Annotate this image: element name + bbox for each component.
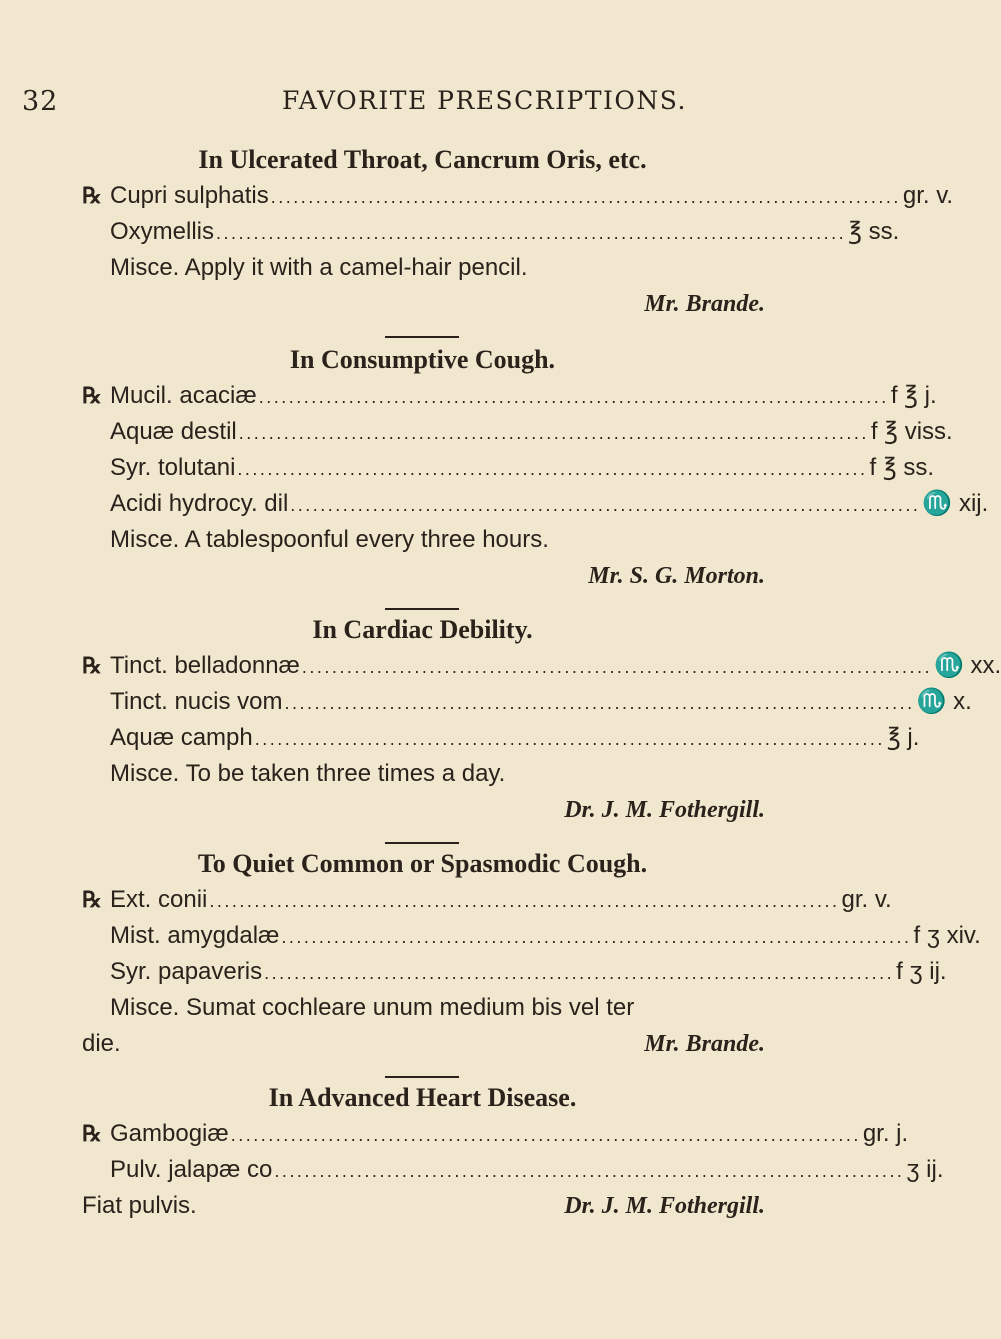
leader-dots: .................................................................................... xyxy=(254,729,885,749)
ingredient-line xyxy=(110,450,935,486)
ingredient-dose: ♏ x. xyxy=(916,688,972,715)
ingredient-dose: f ℥ j. xyxy=(890,382,937,409)
ingredient-name: Mist. amygdalæ xyxy=(110,922,280,949)
ingredient-line xyxy=(82,178,954,214)
ingredient-dose: gr. v. xyxy=(841,886,892,913)
ingredient-line xyxy=(110,954,947,990)
prescription-spasmodic-cough xyxy=(82,846,981,1090)
leader-dots: .................................................................................... xyxy=(258,387,889,407)
leader-dots: .................................................................................... xyxy=(264,963,895,983)
ingredient-name: Syr. papaveris xyxy=(110,958,263,985)
direction-text: Fiat pulvis. xyxy=(82,1192,197,1219)
recipe-symbol: ℞ xyxy=(82,183,102,209)
ingredient-dose: ♏ xij. xyxy=(922,490,989,517)
ingredient-dose: f ʒ xiv. xyxy=(913,922,981,949)
section-divider xyxy=(385,842,459,844)
section-divider xyxy=(385,336,459,338)
author-attribution: Mr. S. G. Morton. xyxy=(588,563,765,589)
recipe-symbol: ℞ xyxy=(82,887,102,913)
ingredient-dose: ℥ ss. xyxy=(848,218,900,245)
section-divider xyxy=(385,608,459,610)
ingredient-name: Ext. conii xyxy=(110,886,208,913)
ingredient-dose: f ʒ ij. xyxy=(896,958,947,985)
ingredient-line xyxy=(82,378,937,414)
ingredient-dose: gr. v. xyxy=(902,182,954,209)
ingredient-line xyxy=(110,486,989,522)
author-attribution: Dr. J. M. Fothergill. xyxy=(564,1193,765,1219)
ingredient-name: Gambogiæ xyxy=(110,1120,229,1147)
ingredient-dose: ♏ xx. xyxy=(933,652,1001,679)
ingredient-line xyxy=(82,1116,909,1152)
prescription-consumptive-cough xyxy=(82,342,989,622)
section-title: To Quiet Common or Spasmodic Cough. xyxy=(197,849,648,878)
leader-dots: .................................................................................... xyxy=(284,693,915,713)
ingredient-name: Tinct. belladonnæ xyxy=(110,652,300,679)
recipe-symbol: ℞ xyxy=(82,383,102,409)
ingredient-name: Aquæ camph xyxy=(110,724,253,751)
leader-dots: .................................................................................... xyxy=(281,927,912,947)
leader-dots: .................................................................................... xyxy=(290,495,921,515)
ingredient-name: Pulv. jalapæ co xyxy=(110,1156,273,1183)
section-title: In Advanced Heart Disease. xyxy=(268,1083,577,1112)
page-number: 32 xyxy=(22,86,59,117)
prescription-ulcerated-throat xyxy=(82,142,954,350)
ingredient-line xyxy=(110,414,953,450)
direction-text: Misce. A tablespoonful every three hours. xyxy=(110,526,549,553)
ingredient-dose: gr. j. xyxy=(862,1120,909,1147)
ingredient-dose: f ℥ ss. xyxy=(869,454,935,481)
direction-text: Misce. Apply it with a camel-hair pencil. xyxy=(110,254,528,281)
leader-dots: .................................................................................... xyxy=(301,657,932,677)
section-title: In Ulcerated Throat, Cancrum Oris, etc. xyxy=(198,145,647,174)
prescription-heart-disease xyxy=(82,1080,944,1224)
leader-dots: .................................................................................... xyxy=(230,1125,861,1145)
ingredient-name: Oxymellis xyxy=(110,218,215,245)
ingredient-line xyxy=(110,214,900,250)
direction-text: Misce. To be taken three times a day. xyxy=(110,760,506,787)
leader-dots: .................................................................................... xyxy=(274,1161,905,1181)
ingredient-line xyxy=(82,648,1001,684)
author-attribution: Mr. Brande. xyxy=(644,291,765,317)
leader-dots: .................................................................................... xyxy=(270,187,901,207)
leader-dots: .................................................................................... xyxy=(238,423,869,443)
ingredient-line xyxy=(110,918,981,954)
ingredient-line xyxy=(110,720,920,756)
author-attribution: Dr. J. M. Fothergill. xyxy=(564,797,765,823)
ingredient-name: Mucil. acaciæ xyxy=(110,382,257,409)
prescription-cardiac-debility xyxy=(82,612,1001,856)
ingredient-dose: f ℥ viss. xyxy=(870,418,953,445)
recipe-symbol: ℞ xyxy=(82,653,102,679)
ingredient-line xyxy=(110,684,972,720)
ingredient-name: Cupri sulphatis xyxy=(110,182,269,209)
ingredient-name: Aquæ destil xyxy=(110,418,237,445)
section-title: In Cardiac Debility. xyxy=(312,615,533,644)
direction-text: Misce. Sumat cochleare unum medium bis vel ter xyxy=(110,994,635,1021)
ingredient-dose: ℥ j. xyxy=(886,724,920,751)
ingredient-dose: ʒ ij. xyxy=(906,1156,944,1183)
section-divider xyxy=(385,1076,459,1078)
section-title: In Consumptive Cough. xyxy=(289,345,556,374)
ingredient-line xyxy=(110,1152,944,1188)
ingredient-line xyxy=(82,882,892,918)
ingredient-name: Tinct. nucis vom xyxy=(110,688,283,715)
page-header xyxy=(22,86,782,116)
ingredient-name: Acidi hydrocy. dil xyxy=(110,490,289,517)
author-attribution: Mr. Brande. xyxy=(644,1031,765,1057)
running-head: FAVORITE PRESCRIPTIONS. xyxy=(282,86,687,115)
ingredient-name: Syr. tolutani xyxy=(110,454,236,481)
recipe-symbol: ℞ xyxy=(82,1121,102,1147)
direction-continuation: die. xyxy=(82,1030,121,1057)
leader-dots: .................................................................................... xyxy=(209,891,840,911)
leader-dots: .................................................................................... xyxy=(237,459,868,479)
leader-dots: .................................................................................... xyxy=(216,223,847,243)
